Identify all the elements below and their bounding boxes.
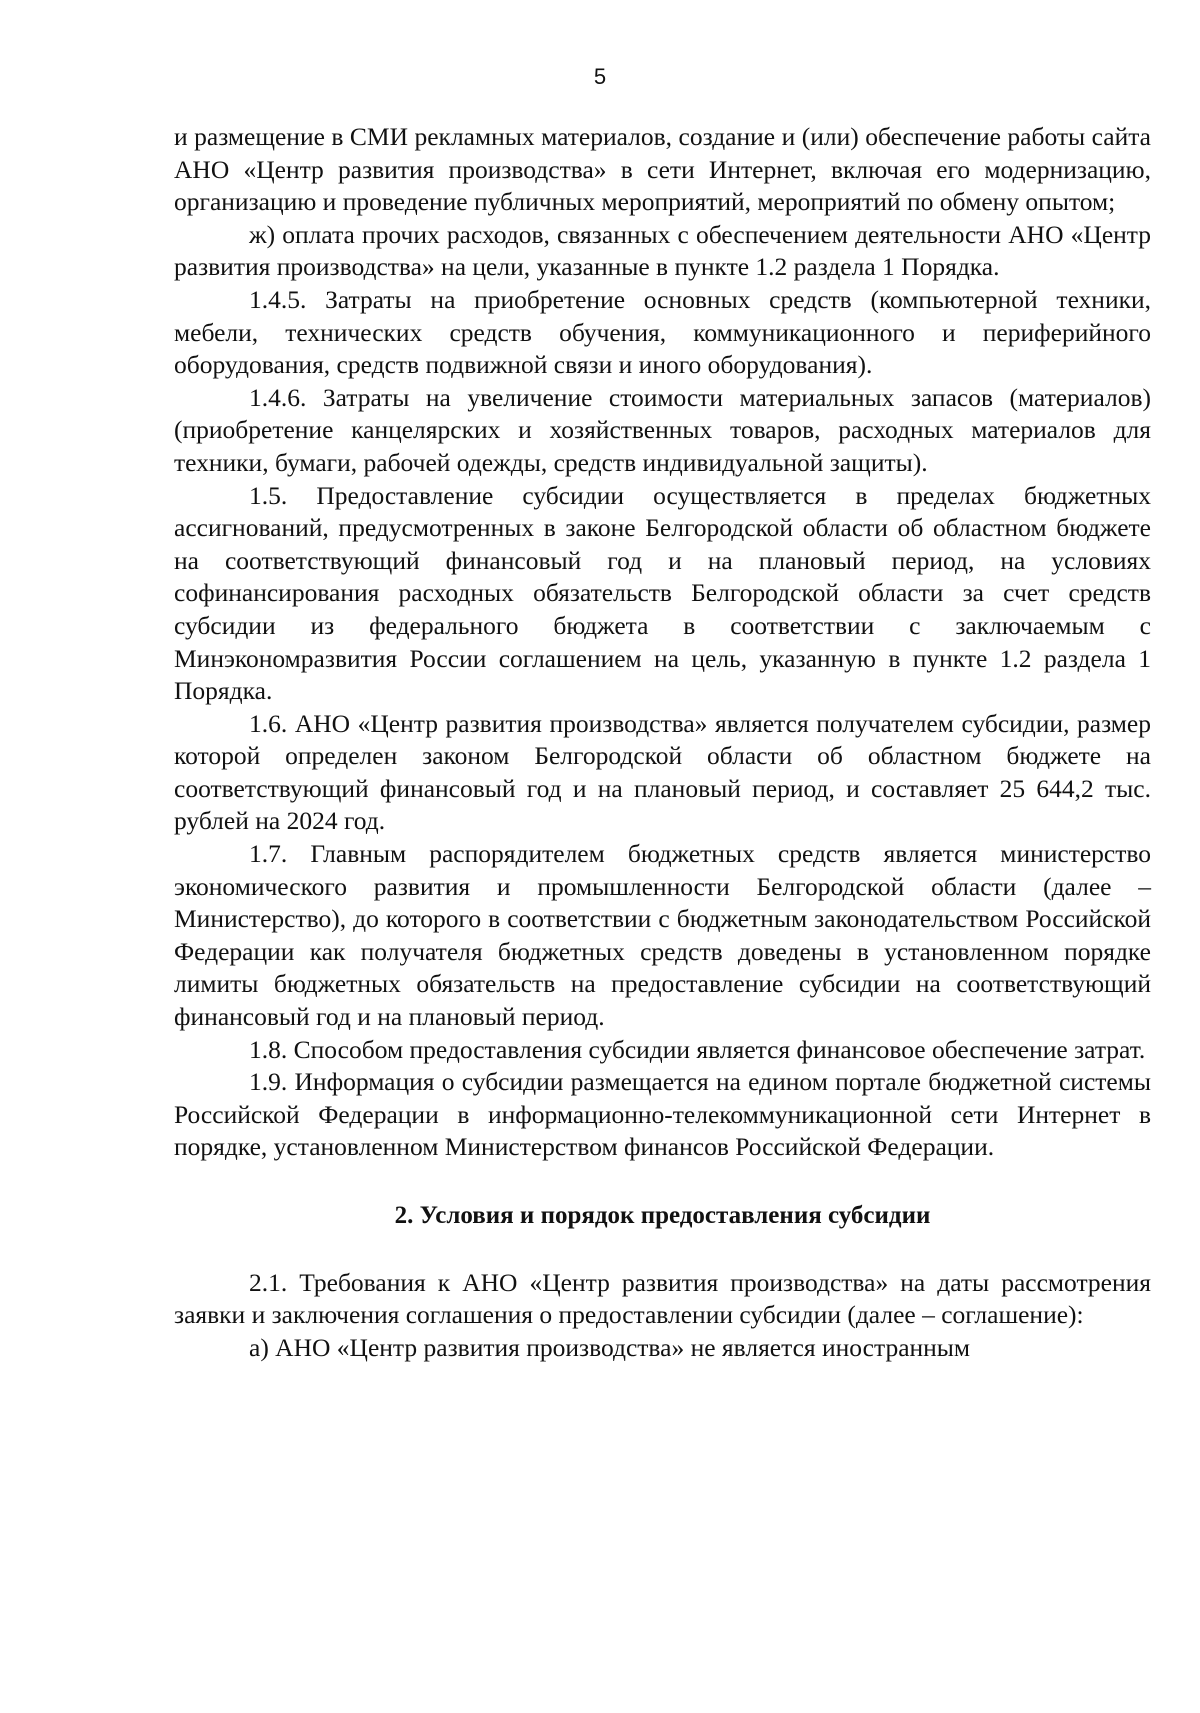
section-heading: 2. Условия и порядок предоставления субсидии [394, 1202, 931, 1229]
paragraph-media-materials: и размещение в СМИ рекламных материалов, создание и (или) обеспечение работы сайта АНО «Центр развития производства» в сети Интернет, включая его модернизацию, организацию и проведение публичных мероприятий, мероприятий по обмену опытом; [174, 122, 1151, 217]
paragraph-1-7: 1.7. Главным распорядителем бюджетных средств является министерство экономического развития и промышленности Белгородской области (далее – Министерство), до которого в соответствии с бюджетным законодательством Российской Федерации как получателя бюджетных средств доведены в установленном порядке лимиты бюджетных обязательств на предоставление субсидии на соответствующий финансовый год и на плановый период. [174, 839, 1151, 1032]
paragraph-1-6: 1.6. АНО «Центр развития производства» является получателем субсидии, размер которой определен законом Белгородской области об областном бюджете на соответствующий финансовый год и на плановый период, и составляет 25 644,2 тыс. рублей на 2024 год. [174, 708, 1151, 836]
paragraph-1-8: 1.8. Способом предоставления субсидии является финансовое обеспечение затрат. [249, 1034, 1146, 1064]
paragraph-1-9: 1.9. Информация о субсидии размещается на едином портале бюджетной системы Российской Федерации в информационно-телекоммуникационной сети Интернет в порядке, установленном Министерством финансов Российской Федерации. [174, 1067, 1151, 1162]
page-number: 5 [593, 64, 607, 89]
paragraph-other-expenses: ж) оплата прочих расходов, связанных с обеспечением деятельности АНО «Центр развития производства» на цели, указанные в пункте 1.2 раздела 1 Порядка. [174, 219, 1151, 282]
paragraph-2-1: 2.1. Требования к АНО «Центр развития производства» на даты рассмотрения заявки и заключения соглашения о предоставлении субсидии (далее – соглашение): [174, 1267, 1151, 1330]
document-body [174, 121, 1151, 1364]
paragraph-1-4-5: 1.4.5. Затраты на приобретение основных средств (компьютерной техники, мебели, технических средств обучения, коммуникационного и периферийного оборудования, средств подвижной связи и иного оборудования). [174, 284, 1151, 380]
paragraph-1-5: 1.5. Предоставление субсидии осуществляется в пределах бюджетных ассигнований, предусмотренных в законе Белгородской области об областном бюджете на соответствующий финансовый год и на плановый период, на условиях софинансирования расходных обязательств Белгородской области за счет средств субсидии из федерального бюджета в соответствии с заключаемым с Минэкономразвития России соглашением на цель, указанную в пункте 1.2 раздела 1 Порядка. [174, 480, 1151, 706]
paragraph-1-4-6: 1.4.6. Затраты на увеличение стоимости материальных запасов (материалов) (приобретение канцелярских и хозяйственных товаров, расходных материалов для техники, бумаги, рабочей одежды, средств индивидуальной защиты). [174, 382, 1151, 477]
paragraph-2-1-a: а) АНО «Центр развития производства» не является иностранным [249, 1332, 971, 1362]
